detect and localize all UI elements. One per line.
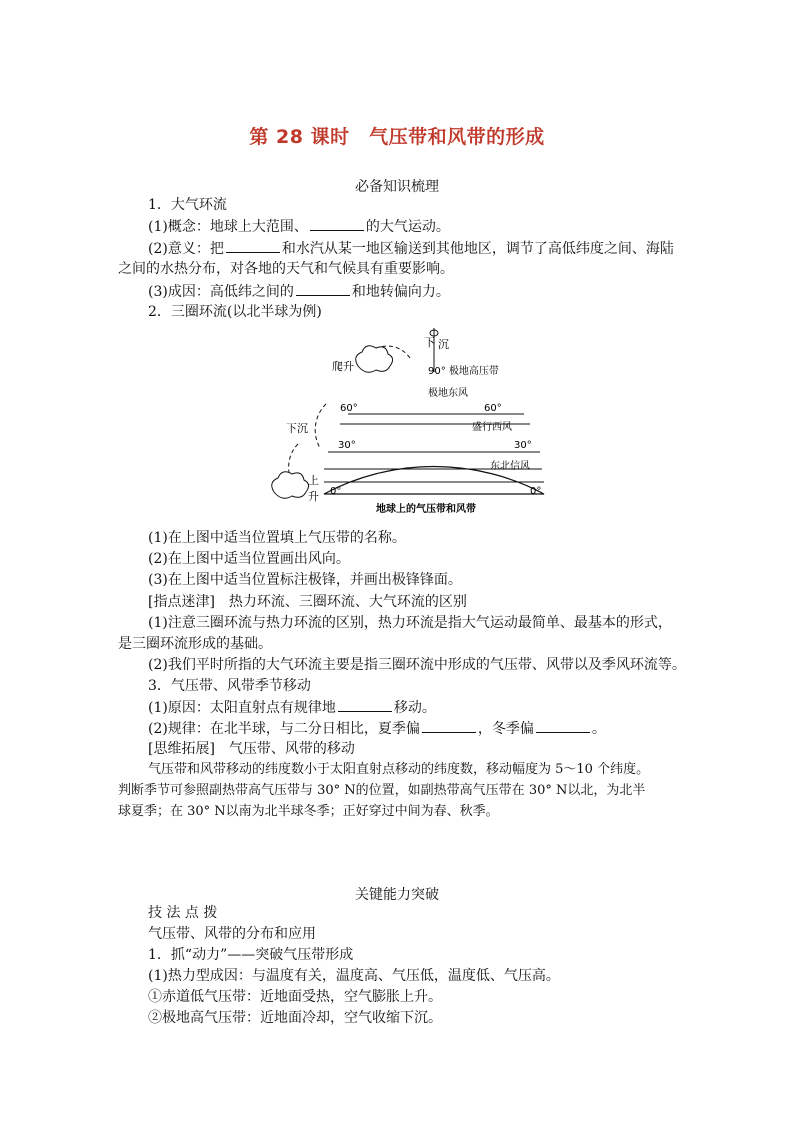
label-climb: 爬升: [332, 360, 354, 373]
label-westerly: 盛行西风: [472, 422, 512, 433]
text-line: 2．三圈环流(以北半球为例): [148, 304, 322, 320]
text-line: 1．大气环流: [148, 197, 227, 213]
label-polar-high: 90° 极地高压带: [428, 366, 499, 377]
text-line: (3)成因：高低纬之间的 和地转偏向力。: [148, 281, 450, 302]
text-line: [思维拓展] 气压带、风带的移动: [148, 741, 355, 757]
label-polar-easterly: 极地东风: [428, 388, 468, 399]
label-rise: 上: [308, 474, 319, 487]
text-line: [指点迷津] 热力环流、三圈环流、大气环流的区别: [148, 594, 467, 610]
fill-blank[interactable]: [296, 281, 350, 296]
label-lat60-left: 60°: [340, 403, 358, 414]
text-line: (2)规律：在北半球，与二分日相比，夏季偏 ，冬季偏 。: [148, 718, 606, 739]
fill-blank[interactable]: [422, 718, 476, 733]
page-title: 第 28 课时 气压带和风带的形成: [249, 126, 545, 148]
pressure-wind-belt-diagram: [262, 324, 562, 520]
text-line: (2)意义：把 和水汽从某一地区输送到其他地区，调节了高低纬度之间、海陆: [148, 238, 674, 259]
label-sink: 沉: [438, 338, 449, 351]
fill-blank[interactable]: [226, 238, 280, 253]
label-lat0-left: 0°: [330, 486, 342, 497]
fill-blank[interactable]: [310, 216, 364, 231]
text-line: 球夏季；在 30° N以南为北半球冬季；正好穿过中间为春、秋季。: [118, 804, 499, 819]
text-line: (1)注意三圈环流与热力环流的区别，热力环流是指大气运动最简单、最基本的形式，: [148, 615, 672, 631]
label-lat30-left: 30°: [338, 440, 356, 451]
text-line: (2)我们平时所指的大气环流主要是指三圈环流中形成的气压带、风带以及季风环流等。: [148, 657, 686, 673]
text-line: (2)在上图中适当位置画出风向。: [148, 551, 350, 567]
cloud-icon: [356, 346, 393, 373]
label-lat30-right: 30°: [514, 440, 532, 451]
text-line: ①赤道低气压带：近地面受热，空气膨胀上升。: [148, 989, 442, 1005]
circulation-arrow: [315, 404, 326, 448]
section-heading-knowledge: 必备知识梳理: [355, 179, 439, 195]
fill-blank[interactable]: [338, 697, 392, 712]
text-line: 是三圈环流形成的基础。: [118, 636, 272, 652]
text-line: 气压带、风带的分布和应用: [148, 926, 316, 942]
label-lat0-right: 0°: [530, 486, 542, 497]
cloud-icon: [272, 472, 309, 499]
text-line: (1)热力型成因：与温度有关，温度高、气压低，温度低、气压高。: [148, 968, 560, 984]
text-line: (1)原因：太阳直射点有规律地 移动。: [148, 697, 436, 718]
section-heading-ability: 关键能力突破: [355, 887, 439, 903]
text-line: 之间的水热分布，对各地的天气和气候具有重要影响。: [118, 261, 454, 277]
text-line: 气压带和风带移动的纬度数小于太阳直射点移动的纬度数，移动幅度为 5～10 个纬度。: [148, 762, 650, 777]
text-line: (3)在上图中适当位置标注极锋，并画出极锋锋面。: [148, 572, 462, 588]
label-sink-mid: 下沉: [286, 422, 308, 435]
fill-blank[interactable]: [536, 718, 590, 733]
diagram-caption: 地球上的气压带和风带: [376, 504, 476, 515]
label-rise: 升: [308, 490, 319, 503]
label-lat60-right: 60°: [484, 403, 502, 414]
label-sink: 下: [424, 336, 435, 349]
text-line: 判断季节可参照副热带高气压带与 30° N的位置，如副热带高气压带在 30° N以北，为北半: [118, 783, 646, 798]
text-line: 3．气压带、风带季节移动: [148, 678, 311, 694]
text-line: (1)在上图中适当位置填上气压带的名称。: [148, 530, 406, 546]
label-ne-trade: 东北信风: [490, 461, 530, 472]
text-line: 技 法 点 拨: [148, 905, 218, 921]
text-line: ②极地高气压带：近地面冷却，空气收缩下沉。: [148, 1010, 442, 1026]
text-line: 1．抓“动力”——突破气压带形成: [148, 947, 354, 963]
text-line: (1)概念：地球上大范围、 的大气运动。: [148, 216, 450, 237]
